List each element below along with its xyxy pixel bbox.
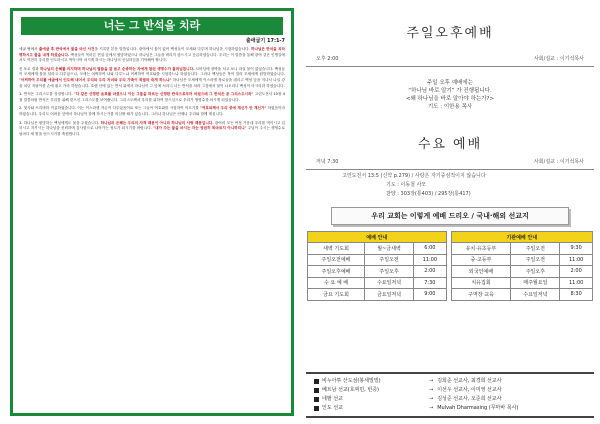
body-text: 을 기록한 본문 말씀입니다. 광야에서 물이 없어 백성들이 모세와 다투며 하나님을 시험하였습니다. [94,47,251,51]
table-row [308,289,593,301]
highlighted-text: 하나님은 반석을 치라 명하시고 물을 내게 하셨습니다. [19,47,285,57]
body-text: 르비딤에 장막을 치고 보니 마실 물이 없었습니다. 백성들이 모세에게 물을 달라고 다투었으나, 모세는 어찌하여 나와 다투느냐 어찌하여 여호와를 시험하느냐 하였습니다. 그러나 백성들은 목이 말라 모세에게 원망하였습니다. [19,66,285,77]
wednesday-time: 저녁 7:30 [316,159,339,165]
group-name: 중·고등부 [451,254,511,266]
mission-field-label: 네팔 선교 [322,396,343,402]
arrow-right-icon: → [429,396,434,402]
highlighted-text: 출애굽 후 반석에서 물을 마신 사건 [38,47,95,51]
highlighted-text: 하나님의 은혜는 우리의 자격 때문이 아니라 하나님의 사랑 때문입니다. [100,120,214,125]
divider [306,169,594,170]
highlighted-text: "다 같은 신령한 음료를 마셨으니 이는 그들을 따르는 신령한 반석으로부터 마셨으매 그 반석은 곧 그리스도시라" [73,92,254,97]
service-day: 주일오전 [365,254,414,266]
group-name: 치유집회 [451,277,511,289]
service-time: 9:00 [414,289,447,301]
mission-field-label: 인도 선교 [322,405,343,411]
square-bullet-icon [314,379,319,384]
arrow-right-icon: → [429,387,434,393]
mission-item [306,395,594,404]
service-name: 주일오후예배 [308,266,365,278]
afternoon-line1: 주일 오후 예배에는 [426,80,473,86]
mission-item [306,386,594,395]
service-name: 금요 기도회 [308,289,365,301]
afternoon-line2: “하나님 바로 알기” 가 진행됩니다. [408,88,492,94]
worship-header-left: 예배 안내 [308,232,447,243]
mission-item [306,404,594,413]
service-time: 6:00 [414,243,447,255]
wednesday-hymn: 찬양 : 303장(통403) / 295장(통417) [386,191,471,197]
afternoon-prayer: 기도 : 이한용 목사 [427,104,473,110]
sermon-paragraph [19,106,285,117]
highlighted-text: "여호와께서 우리 중에 계신가 안 계신가" [200,106,267,111]
mission-banner: 우리 교회는 이렇게 예배 드리오 / 국내·해외 선교지 [331,207,569,225]
service-time: 7:30 [414,277,447,289]
highlighted-text: "어찌하여 우리를 애굽에서 인도해 내어서 우리와 우리 자녀와 우리 가축이 목말라 죽게 하느냐" [19,77,172,82]
mission-field-label: 비누아투 산도섬(봉세빌빌) [322,378,381,384]
group-day: 주일오후 [511,266,560,278]
afternoon-line3: <왜 하나님을 바로 알아야 하는가?> [405,96,495,102]
body-text: 하나님은 모세에게 이스라엘 장로들을 데리고 백성 앞을 지나서 나일 강을 치던 지팡이를 손에 잡고 가라 하셨습니다. 호렙 산에 있는 반석 위에서 하나님이 그 앞에 서리니 너는 반석을 치라 그것에서 물이 나오리니 백성이 마시리라 하셨습니다. [19,77,285,88]
wednesday-leader: 사회/설교 : 이기석목사 [533,159,584,165]
afternoon-meta [306,53,594,64]
body-text: 백성들이 목마른 현실 앞에서 원망하였으나 하나님은 그들을 버리지 않으시고 공급하셨습니다. 우리는 이 말씀을 통해 광야 같은 인생길에서도 여전히 우리를 인도하시고 먹이시며 마시게 하시는 하나님의 신실하심을 기억해야 합니다. [19,52,286,63]
missionary [429,404,594,413]
divider [306,66,594,67]
body-text: 애굽 땅에서 [19,47,39,51]
missionary-names: 이선우 선교사, 이미영 선교사 [437,387,502,393]
sermon-paragraph [19,67,285,89]
table-row [308,254,593,266]
sermon-paragraph [19,92,285,103]
table-row [308,266,593,278]
sermon-paragraph [19,47,285,64]
wednesday-title: 수요 예배 [417,137,483,152]
missionary [429,386,594,395]
mission-field [306,377,429,386]
service-day: 월~금새벽 [365,243,414,255]
body-text: 신 포로 결과 [19,66,40,71]
service-name: 새벽 기도회 [308,243,365,255]
group-time: 9:30 [560,243,593,255]
highlighted-text: 하나님의 은혜를 의지하며 하나님의 말씀을 잘 듣고 순종하는 자에게 참된 생명수가 흘러넘칩니다. [39,66,195,71]
wednesday-scripture: 고린도전서 13:5 (신약 p.279) / 사랑은 자기중심적이지 않습니다 [342,173,486,179]
sermon-body [19,47,285,137]
arrow-right-icon: → [429,378,434,384]
sermon-panel [10,8,294,416]
square-bullet-icon [314,397,319,402]
group-day: 매주월요일 [511,277,560,289]
missionary-names: 김희준 선교사, 최경희 선교사 [437,378,502,384]
scripture-reference: 출애굽기 17:1-7 [245,38,285,44]
body-text: 주님이 주시는 생명수로 날마다 새 힘을 얻으시기를 축원합니다. [19,126,285,136]
table-row [308,277,593,289]
missionary-names: Mulvah Dharmasing (무마바 목사) [437,405,519,411]
group-time: 11:00 [560,254,593,266]
afternoon-title: 주일오후예배 [406,26,494,41]
sermon-title: 너는 그 반석을 치라 [21,17,283,35]
highlighted-text: "내가 주는 물을 마시는 자는 영원히 목마르지 아니하리니" [153,126,247,131]
body-text: 2. 맛사와 므리바라 이름하였습니다. 이는 이스라엘 자손이 다투었음이요 또는 그들이 여호와를 시험하여 이르기를 [19,106,201,111]
arrow-right-icon: → [429,405,434,411]
mission-field [306,404,429,413]
service-time: 11:00 [414,254,447,266]
body-text: 1. 반석은 그리스도를 상징합니다. [19,92,74,97]
worship-table [307,231,593,301]
missionary [429,377,594,386]
service-day: 주일오후 [365,266,414,278]
sermon-paragraph [19,121,285,138]
wednesday-meta [306,156,594,167]
square-bullet-icon [314,388,319,393]
group-time: 2:00 [560,266,593,278]
worship-header-right: 기관예배 안내 [451,232,592,243]
service-name: 주일오전예배 [308,254,365,266]
group-time: 11:00 [560,277,593,289]
afternoon-leader: 사회/설교 : 이기석목사 [533,56,584,62]
mission-list [306,372,594,418]
group-name: 유치·유초등부 [451,243,511,255]
schedule-panel [306,8,594,418]
service-day: 금요일저녁 [365,289,414,301]
group-day: 수요일저녁 [511,289,560,301]
body-text: 고린도전서 10장 4절 말씀처럼 반석은 우리를 위해 맞으신 그리스도를 보여줍니다. 그리스도께서 우리를 위하여 맞으심으로 우리가 생명수를 마시게 되었습니다. [19,92,285,102]
mission-field [306,395,429,404]
group-name: 구역장 교육 [451,289,511,301]
service-day: 수요일저녁 [365,277,414,289]
mission-field-label: 베트남 선교(호찌민, 빈증) [322,387,379,393]
missionary-names: 김성준 선교사, 오준희 선교사 [437,396,502,402]
group-day: 주일오전 [511,254,560,266]
afternoon-time: 오후 2:00 [316,56,339,62]
body-text: 3. 하나님은 원망하는 백성에게도 물을 주셨습니다. [19,120,101,125]
wednesday-prayer: 기도 : 이동철 사모 [386,182,427,188]
body-text: 광야의 모든 여정 가운데 우리를 먹이시고 입히시고 지키시는 하나님을 신뢰하며 감사함으로 나아가는 성도가 되시기를 바랍니다. [19,120,286,131]
worship-table-header [308,232,593,243]
square-bullet-icon [314,406,319,411]
mission-field [306,386,429,395]
group-name: 외국인예배 [451,266,511,278]
service-name: 수 요 예 배 [308,277,365,289]
service-time: 2:00 [414,266,447,278]
mission-item [306,377,594,386]
table-row [308,243,593,255]
missionary [429,395,594,404]
group-day: 주일오전 [511,243,560,255]
body-text: 하였음이라 하였습니다. 우리도 어려움 앞에서 하나님이 함께 하시는가를 의심할 때가 있습니다. 그러나 하나님은 언제나 우리와 함께 계십니다. [19,106,285,116]
group-time: 8:30 [560,289,593,301]
